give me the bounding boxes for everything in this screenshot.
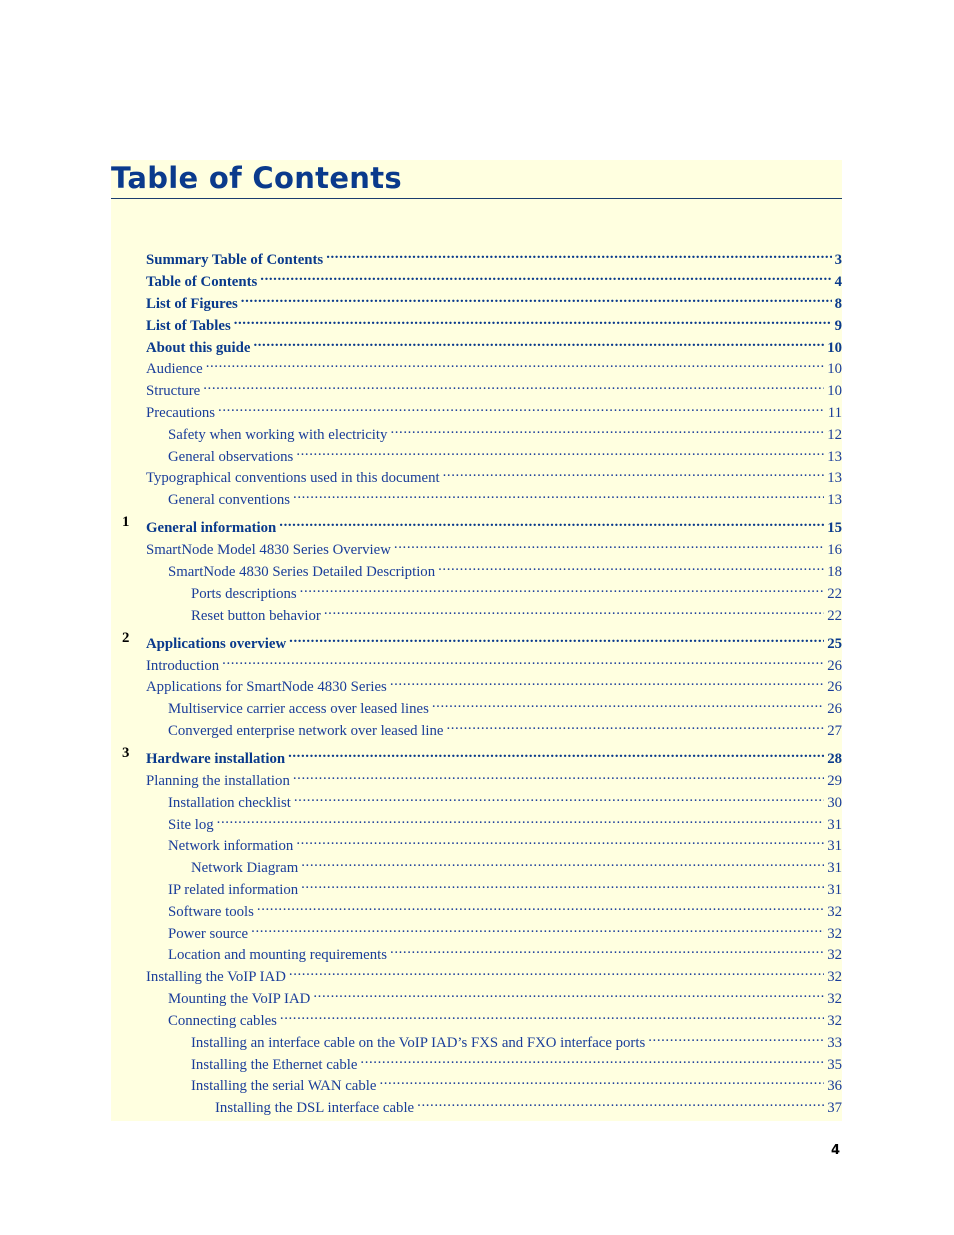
- toc-entry-page: 29: [827, 773, 842, 789]
- toc-entry-page: 31: [827, 817, 842, 833]
- toc-entry-page: 32: [827, 926, 842, 942]
- dot-leader: [203, 375, 824, 395]
- dot-leader: [394, 534, 824, 554]
- toc-entry-label: Site log: [168, 817, 214, 833]
- toc-entry-page: 12: [827, 427, 842, 443]
- dot-leader: [390, 939, 824, 959]
- dot-leader: [446, 715, 824, 735]
- toc-entry-page: 33: [827, 1035, 842, 1051]
- dot-leader: [293, 484, 824, 504]
- toc-entry[interactable]: [146, 244, 842, 268]
- toc-entry[interactable]: [146, 397, 842, 421]
- toc-entry-page: 16: [827, 542, 842, 558]
- toc-entry-page: 18: [827, 564, 842, 580]
- toc-entry[interactable]: [191, 600, 842, 624]
- toc-entry[interactable]: [146, 534, 842, 558]
- chapter-number: 2: [122, 630, 130, 646]
- toc-entry[interactable]: [146, 765, 842, 789]
- dot-leader: [218, 397, 825, 417]
- toc-entry-label: Applications for SmartNode 4830 Series: [146, 679, 387, 695]
- dot-leader: [280, 1005, 824, 1025]
- toc-entry[interactable]: [168, 939, 842, 963]
- toc-entry-page: 26: [827, 679, 842, 695]
- toc-entry-page: 10: [827, 340, 842, 356]
- toc-entry-label: Typographical conventions used in this document: [146, 470, 440, 486]
- dot-leader: [432, 693, 824, 713]
- toc-entry-label: SmartNode Model 4830 Series Overview: [146, 542, 391, 558]
- toc-entry-page: 26: [827, 658, 842, 674]
- toc-entry[interactable]: [146, 512, 842, 536]
- chapter-number: 3: [122, 745, 130, 761]
- toc-entry[interactable]: [146, 628, 842, 652]
- toc-entry-label: List of Tables: [146, 318, 231, 334]
- toc-entry-page: 13: [827, 449, 842, 465]
- dot-leader: [279, 512, 824, 532]
- toc-entry[interactable]: [146, 266, 842, 290]
- page-title: Table of Contents: [111, 161, 402, 195]
- toc-entry[interactable]: [146, 288, 842, 312]
- toc-entry-label: IP related information: [168, 882, 299, 898]
- toc-entry-label: Connecting cables: [168, 1013, 277, 1029]
- toc-entry-label: Reset button behavior: [191, 608, 321, 624]
- dot-leader: [324, 600, 824, 620]
- dot-leader: [313, 983, 824, 1003]
- toc-entry[interactable]: [146, 743, 842, 767]
- toc-entry-label: Power source: [168, 926, 249, 942]
- dot-leader: [251, 918, 824, 938]
- toc-entry-page: 37: [827, 1100, 842, 1116]
- toc-entry-page: 10: [827, 383, 842, 399]
- toc-entry[interactable]: [191, 1070, 842, 1094]
- toc-entry-page: 32: [827, 904, 842, 920]
- dot-leader: [288, 743, 824, 763]
- toc-entry[interactable]: [168, 983, 842, 1007]
- toc-entry[interactable]: [146, 353, 842, 377]
- toc-entry[interactable]: [146, 671, 842, 695]
- toc-entry-page: 22: [827, 586, 842, 602]
- toc-entry[interactable]: [168, 787, 842, 811]
- toc-entry-page: 9: [834, 318, 842, 334]
- toc-entry-label: Audience: [146, 361, 203, 377]
- dot-leader: [438, 556, 824, 576]
- dot-leader: [222, 650, 824, 670]
- toc-entry-label: Software tools: [168, 904, 254, 920]
- toc-entry-label: Hardware installation: [146, 751, 286, 767]
- toc-entry[interactable]: [191, 1027, 842, 1051]
- toc-entry[interactable]: [146, 462, 842, 486]
- toc-entry[interactable]: [168, 896, 842, 920]
- toc-panel: [111, 160, 842, 1121]
- toc-entry-page: 32: [827, 969, 842, 985]
- toc-entry-label: Safety when working with electricity: [168, 427, 388, 443]
- toc-entry-page: 31: [827, 838, 842, 854]
- toc-entry[interactable]: [191, 1049, 842, 1073]
- toc-entry[interactable]: [168, 1005, 842, 1029]
- toc-entry-label: Planning the installation: [146, 773, 290, 789]
- toc-entry-page: 32: [827, 947, 842, 963]
- toc-entry-label: About this guide: [146, 340, 251, 356]
- dot-leader: [293, 765, 824, 785]
- toc-entry-label: Mounting the VoIP IAD: [168, 991, 311, 1007]
- toc-entry-page: 27: [827, 723, 842, 739]
- toc-entry[interactable]: [168, 693, 842, 717]
- toc-entry-label: Installing the serial WAN cable: [191, 1078, 377, 1094]
- toc-entry[interactable]: [168, 484, 842, 508]
- toc-entry[interactable]: [191, 852, 842, 876]
- toc-entry[interactable]: [146, 332, 842, 356]
- dot-leader: [390, 419, 824, 439]
- toc-entry-page: 26: [827, 701, 842, 717]
- dot-leader: [648, 1027, 824, 1047]
- dot-leader: [257, 896, 824, 916]
- toc-entry[interactable]: [191, 578, 842, 602]
- toc-entry[interactable]: [168, 918, 842, 942]
- dot-leader: [360, 1049, 824, 1069]
- toc-entry-label: Installing an interface cable on the VoIP IAD’s FXS and FXO interface ports: [191, 1035, 646, 1051]
- toc-entry[interactable]: [146, 375, 842, 399]
- dot-leader: [260, 266, 831, 286]
- toc-entry[interactable]: [146, 650, 842, 674]
- dot-leader: [234, 310, 832, 330]
- toc-entry-label: Table of Contents: [146, 274, 258, 290]
- chapter-number: 1: [122, 514, 130, 530]
- toc-entry-page: 10: [827, 361, 842, 377]
- toc-entry-label: Structure: [146, 383, 201, 399]
- dot-leader: [390, 671, 824, 691]
- dot-leader: [289, 628, 824, 648]
- toc-entry-label: Precautions: [146, 405, 216, 421]
- page-number: 4: [831, 1143, 841, 1158]
- toc-entry-page: 31: [827, 860, 842, 876]
- toc-entry-label: Multiservice carrier access over leased lines: [168, 701, 429, 717]
- toc-entry-label: Installation checklist: [168, 795, 291, 811]
- toc-entry-page: 13: [827, 492, 842, 508]
- toc-entry[interactable]: [146, 961, 842, 985]
- dot-leader: [253, 332, 824, 352]
- dot-leader: [296, 830, 824, 850]
- toc-entry-label: Converged enterprise network over leased line: [168, 723, 444, 739]
- toc-entry-page: 8: [834, 296, 842, 312]
- toc-entry[interactable]: [168, 419, 842, 443]
- toc-entry-page: 3: [834, 252, 842, 268]
- toc-entry-page: 4: [834, 274, 842, 290]
- dot-leader: [217, 809, 825, 829]
- toc-entry-label: General information: [146, 520, 277, 536]
- dot-leader: [326, 244, 831, 264]
- toc-entry[interactable]: [168, 441, 842, 465]
- toc-entry-page: 30: [827, 795, 842, 811]
- dot-leader: [296, 441, 824, 461]
- toc-entry-label: Introduction: [146, 658, 220, 674]
- toc-entry-label: SmartNode 4830 Series Detailed Description: [168, 564, 436, 580]
- toc-entry[interactable]: [146, 310, 842, 334]
- toc-entry-label: Installing the DSL interface cable: [215, 1100, 415, 1116]
- toc-entry[interactable]: [215, 1092, 842, 1116]
- toc-entry-label: Network Diagram: [191, 860, 299, 876]
- toc-entry-page: 31: [827, 882, 842, 898]
- dot-leader: [241, 288, 832, 308]
- toc-entry[interactable]: [168, 556, 842, 580]
- toc-entry[interactable]: [168, 715, 842, 739]
- toc-entry-page: 15: [827, 520, 842, 536]
- toc-entry[interactable]: [168, 874, 842, 898]
- toc-entry-page: 25: [827, 636, 842, 652]
- dot-leader: [294, 787, 824, 807]
- toc-entry-label: Installing the Ethernet cable: [191, 1057, 358, 1073]
- dot-leader: [206, 353, 825, 373]
- toc-entry-page: 13: [827, 470, 842, 486]
- toc-entry-page: 36: [827, 1078, 842, 1094]
- title-band: [111, 160, 842, 199]
- toc-entry-page: 11: [827, 405, 842, 421]
- toc-entry-page: 35: [827, 1057, 842, 1073]
- toc-entry-label: Applications overview: [146, 636, 287, 652]
- toc-entry-label: Ports descriptions: [191, 586, 297, 602]
- toc-entry-page: 32: [827, 991, 842, 1007]
- dot-leader: [417, 1092, 824, 1112]
- toc-entry-page: 28: [827, 751, 842, 767]
- toc-entry[interactable]: [168, 809, 842, 833]
- dot-leader: [289, 961, 824, 981]
- toc-entry-label: General observations: [168, 449, 294, 465]
- dot-leader: [443, 462, 825, 482]
- toc-entry-label: List of Figures: [146, 296, 238, 312]
- toc-entry[interactable]: [168, 830, 842, 854]
- toc-entry-label: Network information: [168, 838, 294, 854]
- toc-entry-label: Location and mounting requirements: [168, 947, 388, 963]
- dot-leader: [379, 1070, 824, 1090]
- toc-entry-label: General conventions: [168, 492, 291, 508]
- toc-entry-page: 32: [827, 1013, 842, 1029]
- dot-leader: [301, 852, 824, 872]
- dot-leader: [301, 874, 824, 894]
- toc-entry-label: Installing the VoIP IAD: [146, 969, 286, 985]
- dot-leader: [300, 578, 825, 598]
- toc-entry-page: 22: [827, 608, 842, 624]
- toc-entry-label: Summary Table of Contents: [146, 252, 324, 268]
